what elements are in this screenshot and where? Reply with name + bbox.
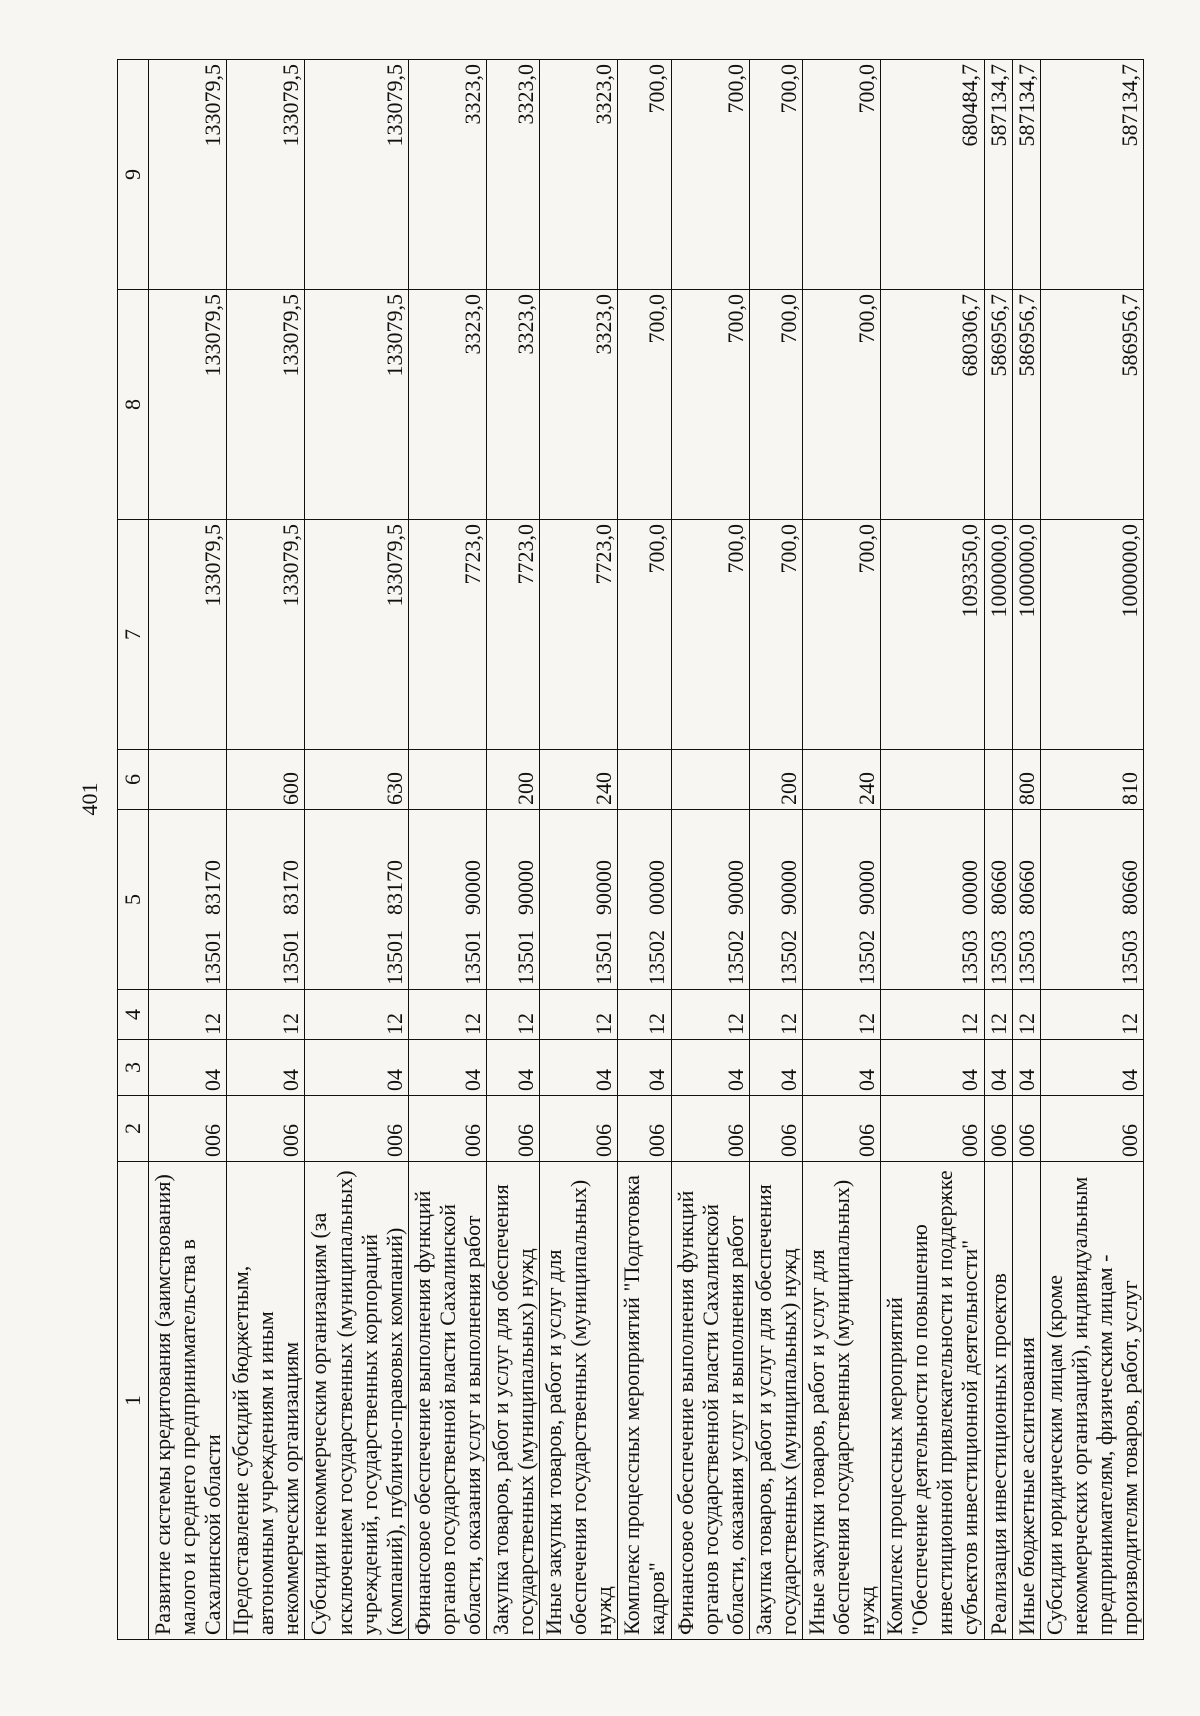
row-ministry-code: 006 bbox=[749, 1096, 802, 1162]
row-ministry-code: 006 bbox=[227, 1096, 305, 1162]
row-subsection-code: 12 bbox=[149, 990, 227, 1040]
row-target-article bbox=[1040, 810, 1143, 990]
row-amount-col8: 700,0 bbox=[749, 290, 802, 520]
row-target-article bbox=[881, 810, 984, 990]
row-ministry-code: 006 bbox=[540, 1096, 618, 1162]
row-amount-col9: 133079,5 bbox=[305, 60, 408, 290]
row-amount-col9: 700,0 bbox=[749, 60, 802, 290]
row-amount-col8: 3323,0 bbox=[487, 290, 540, 520]
row-name-cell: Финансовое обеспечение выполнения функций органов государственной власти Сахалинской области, оказания услуг и выполнения работ bbox=[408, 1162, 486, 1640]
page-number: 401 bbox=[77, 782, 102, 816]
target-article-program: 13501 bbox=[591, 930, 617, 985]
row-expense-type: 200 bbox=[487, 750, 540, 810]
row-amount-col8: 586956,7 bbox=[1012, 290, 1040, 520]
row-ministry-code: 006 bbox=[1012, 1096, 1040, 1162]
target-article-direction: 80660 bbox=[1116, 860, 1142, 915]
row-amount-col9: 587134,7 bbox=[1040, 60, 1143, 290]
row-target-article bbox=[408, 810, 486, 990]
row-name-cell: Финансовое обеспечение выполнения функций органов государственной власти Сахалинской области, оказания услуг и выполнения работ bbox=[671, 1162, 749, 1640]
row-amount-col7: 700,0 bbox=[671, 520, 749, 750]
row-amount-col7: 133079,5 bbox=[149, 520, 227, 750]
row-expense-type: 240 bbox=[540, 750, 618, 810]
row-ministry-code: 006 bbox=[671, 1096, 749, 1162]
table-body bbox=[118, 60, 1144, 1640]
row-section-code: 04 bbox=[618, 1040, 671, 1096]
row-expense-type bbox=[408, 750, 486, 810]
header-col-4: 4 bbox=[118, 990, 149, 1040]
row-target-article bbox=[1012, 810, 1040, 990]
table-row bbox=[149, 60, 227, 1640]
target-article-direction: 00000 bbox=[644, 860, 670, 915]
table-row bbox=[408, 60, 486, 1640]
row-target-article bbox=[749, 810, 802, 990]
target-article-direction: 80660 bbox=[985, 860, 1011, 915]
target-article-program: 13501 bbox=[278, 930, 304, 985]
row-subsection-code: 12 bbox=[1040, 990, 1143, 1040]
target-article-program: 13503 bbox=[985, 930, 1011, 985]
row-ministry-code: 006 bbox=[802, 1096, 880, 1162]
row-expense-type: 810 bbox=[1040, 750, 1143, 810]
row-amount-col9: 3323,0 bbox=[408, 60, 486, 290]
target-article-program: 13501 bbox=[459, 930, 485, 985]
row-section-code: 04 bbox=[749, 1040, 802, 1096]
table-row bbox=[1012, 60, 1040, 1640]
row-name-cell: Закупка товаров, работ и услуг для обеспечения государственных (муниципальных) нужд bbox=[487, 1162, 540, 1640]
header-col-3: 3 bbox=[118, 1040, 149, 1096]
table-row bbox=[487, 60, 540, 1640]
row-amount-col9: 133079,5 bbox=[149, 60, 227, 290]
table-row bbox=[227, 60, 305, 1640]
row-section-code: 04 bbox=[149, 1040, 227, 1096]
row-amount-col8: 133079,5 bbox=[149, 290, 227, 520]
row-amount-col7: 133079,5 bbox=[227, 520, 305, 750]
row-subsection-code: 12 bbox=[881, 990, 984, 1040]
table-header-row bbox=[118, 60, 149, 1640]
target-article-direction: 00000 bbox=[957, 860, 983, 915]
row-ministry-code: 006 bbox=[408, 1096, 486, 1162]
row-ministry-code: 006 bbox=[1040, 1096, 1143, 1162]
rotated-page-content bbox=[117, 60, 1142, 1640]
row-ministry-code: 006 bbox=[305, 1096, 408, 1162]
target-article-direction: 90000 bbox=[591, 860, 617, 915]
target-article-direction: 90000 bbox=[854, 860, 880, 915]
row-ministry-code: 006 bbox=[618, 1096, 671, 1162]
row-amount-col7: 7723,0 bbox=[408, 520, 486, 750]
row-amount-col9: 3323,0 bbox=[487, 60, 540, 290]
row-section-code: 04 bbox=[227, 1040, 305, 1096]
row-expense-type: 630 bbox=[305, 750, 408, 810]
row-amount-col7: 7723,0 bbox=[487, 520, 540, 750]
row-amount-col7: 700,0 bbox=[749, 520, 802, 750]
row-subsection-code: 12 bbox=[408, 990, 486, 1040]
row-amount-col7: 1000000,0 bbox=[984, 520, 1012, 750]
row-ministry-code: 006 bbox=[149, 1096, 227, 1162]
row-amount-col8: 700,0 bbox=[671, 290, 749, 520]
row-name-cell: Иные бюджетные ассигнования bbox=[1012, 1162, 1040, 1640]
header-col-9: 9 bbox=[118, 60, 149, 290]
row-amount-col9: 133079,5 bbox=[227, 60, 305, 290]
header-col-8: 8 bbox=[118, 290, 149, 520]
row-target-article bbox=[305, 810, 408, 990]
header-col-2: 2 bbox=[118, 1096, 149, 1162]
target-article-program: 13502 bbox=[644, 930, 670, 985]
header-col-7: 7 bbox=[118, 520, 149, 750]
row-section-code: 04 bbox=[408, 1040, 486, 1096]
target-article-program: 13503 bbox=[1013, 930, 1039, 985]
target-article-program: 13502 bbox=[722, 930, 748, 985]
table-row bbox=[540, 60, 618, 1640]
row-name-cell: Комплекс процессных мероприятий "Подготовка кадров" bbox=[618, 1162, 671, 1640]
table-row bbox=[881, 60, 984, 1640]
row-subsection-code: 12 bbox=[984, 990, 1012, 1040]
row-amount-col7: 7723,0 bbox=[540, 520, 618, 750]
row-name-cell: Субсидии юридическим лицам (кроме некоммерческих организаций), индивидуальным предпринимателям, физическим лицам - производителям товаров, работ, услуг bbox=[1040, 1162, 1143, 1640]
row-name-cell: Развитие системы кредитования (заимствования) малого и среднего предпринимательства в Сахалинской области bbox=[149, 1162, 227, 1640]
target-article-program: 13502 bbox=[854, 930, 880, 985]
row-expense-type bbox=[618, 750, 671, 810]
row-section-code: 04 bbox=[305, 1040, 408, 1096]
target-article-direction: 83170 bbox=[278, 860, 304, 915]
row-amount-col8: 133079,5 bbox=[305, 290, 408, 520]
target-article-program: 13501 bbox=[513, 930, 539, 985]
row-subsection-code: 12 bbox=[305, 990, 408, 1040]
target-article-direction: 90000 bbox=[722, 860, 748, 915]
table-row bbox=[749, 60, 802, 1640]
row-target-article bbox=[540, 810, 618, 990]
row-subsection-code: 12 bbox=[227, 990, 305, 1040]
row-amount-col9: 3323,0 bbox=[540, 60, 618, 290]
row-amount-col9: 587134,7 bbox=[984, 60, 1012, 290]
row-amount-col7: 133079,5 bbox=[305, 520, 408, 750]
row-name-cell: Иные закупки товаров, работ и услуг для обеспечения государственных (муниципальных) нужд bbox=[540, 1162, 618, 1640]
budget-table bbox=[117, 59, 1144, 1640]
row-amount-col8: 586956,7 bbox=[984, 290, 1012, 520]
row-expense-type: 240 bbox=[802, 750, 880, 810]
target-article-direction: 80660 bbox=[1013, 860, 1039, 915]
table-row bbox=[802, 60, 880, 1640]
row-amount-col9: 680484,7 bbox=[881, 60, 984, 290]
row-section-code: 04 bbox=[671, 1040, 749, 1096]
row-name-cell: Комплекс процессных мероприятий "Обеспечение деятельности по повышению инвестиционной привлекательности и поддержке субъектов инвестиционной деятельности" bbox=[881, 1162, 984, 1640]
row-target-article bbox=[149, 810, 227, 990]
row-name-cell: Закупка товаров, работ и услуг для обеспечения государственных (муниципальных) нужд bbox=[749, 1162, 802, 1640]
row-amount-col7: 700,0 bbox=[802, 520, 880, 750]
row-amount-col7: 1000000,0 bbox=[1012, 520, 1040, 750]
row-section-code: 04 bbox=[802, 1040, 880, 1096]
row-section-code: 04 bbox=[984, 1040, 1012, 1096]
row-target-article bbox=[671, 810, 749, 990]
row-subsection-code: 12 bbox=[618, 990, 671, 1040]
target-article-program: 13502 bbox=[775, 930, 801, 985]
row-subsection-code: 12 bbox=[540, 990, 618, 1040]
row-expense-type: 600 bbox=[227, 750, 305, 810]
row-subsection-code: 12 bbox=[671, 990, 749, 1040]
row-amount-col8: 700,0 bbox=[618, 290, 671, 520]
row-amount-col8: 586956,7 bbox=[1040, 290, 1143, 520]
row-amount-col7: 700,0 bbox=[618, 520, 671, 750]
row-amount-col8: 3323,0 bbox=[408, 290, 486, 520]
row-amount-col9: 700,0 bbox=[671, 60, 749, 290]
table-row bbox=[984, 60, 1012, 1640]
target-article-direction: 90000 bbox=[775, 860, 801, 915]
header-col-6: 6 bbox=[118, 750, 149, 810]
row-expense-type bbox=[984, 750, 1012, 810]
row-amount-col8: 133079,5 bbox=[227, 290, 305, 520]
row-amount-col7: 1000000,0 bbox=[1040, 520, 1143, 750]
table-row bbox=[305, 60, 408, 1640]
row-amount-col9: 700,0 bbox=[618, 60, 671, 290]
row-amount-col7: 1093350,0 bbox=[881, 520, 984, 750]
target-article-program: 13503 bbox=[1116, 930, 1142, 985]
row-ministry-code: 006 bbox=[984, 1096, 1012, 1162]
row-target-article bbox=[618, 810, 671, 990]
row-section-code: 04 bbox=[1012, 1040, 1040, 1096]
table-row bbox=[671, 60, 749, 1640]
row-amount-col8: 3323,0 bbox=[540, 290, 618, 520]
row-subsection-code: 12 bbox=[749, 990, 802, 1040]
row-ministry-code: 006 bbox=[487, 1096, 540, 1162]
table-container bbox=[117, 60, 1142, 1640]
target-article-direction: 90000 bbox=[513, 860, 539, 915]
row-ministry-code: 006 bbox=[881, 1096, 984, 1162]
row-expense-type bbox=[149, 750, 227, 810]
target-article-program: 13501 bbox=[200, 930, 226, 985]
row-expense-type: 800 bbox=[1012, 750, 1040, 810]
row-name-cell: Предоставление субсидий бюджетным, автономным учреждениям и иным некоммерческим организациям bbox=[227, 1162, 305, 1640]
target-article-direction: 90000 bbox=[459, 860, 485, 915]
target-article-program: 13503 bbox=[957, 930, 983, 985]
row-subsection-code: 12 bbox=[1012, 990, 1040, 1040]
header-col-1: 1 bbox=[118, 1162, 149, 1640]
header-col-5: 5 bbox=[118, 810, 149, 990]
row-amount-col9: 587134,7 bbox=[1012, 60, 1040, 290]
row-subsection-code: 12 bbox=[487, 990, 540, 1040]
target-article-program: 13501 bbox=[381, 930, 407, 985]
row-target-article bbox=[487, 810, 540, 990]
row-name-cell: Реализация инвестиционных проектов bbox=[984, 1162, 1012, 1640]
row-target-article bbox=[227, 810, 305, 990]
row-name-cell: Иные закупки товаров, работ и услуг для обеспечения государственных (муниципальных) нужд bbox=[802, 1162, 880, 1640]
row-target-article bbox=[802, 810, 880, 990]
row-name-cell: Субсидии некоммерческим организациям (за исключением государственных (муниципальных) учреждений, государственных корпораций (компаний), публично-правовых компаний) bbox=[305, 1162, 408, 1640]
row-section-code: 04 bbox=[881, 1040, 984, 1096]
row-expense-type: 200 bbox=[749, 750, 802, 810]
target-article-direction: 83170 bbox=[381, 860, 407, 915]
row-expense-type bbox=[881, 750, 984, 810]
row-expense-type bbox=[671, 750, 749, 810]
target-article-direction: 83170 bbox=[200, 860, 226, 915]
row-section-code: 04 bbox=[487, 1040, 540, 1096]
table-row bbox=[1040, 60, 1143, 1640]
row-amount-col8: 700,0 bbox=[802, 290, 880, 520]
row-section-code: 04 bbox=[540, 1040, 618, 1096]
row-amount-col9: 700,0 bbox=[802, 60, 880, 290]
row-amount-col8: 680306,7 bbox=[881, 290, 984, 520]
row-target-article bbox=[984, 810, 1012, 990]
row-section-code: 04 bbox=[1040, 1040, 1143, 1096]
row-subsection-code: 12 bbox=[802, 990, 880, 1040]
table-row bbox=[618, 60, 671, 1640]
